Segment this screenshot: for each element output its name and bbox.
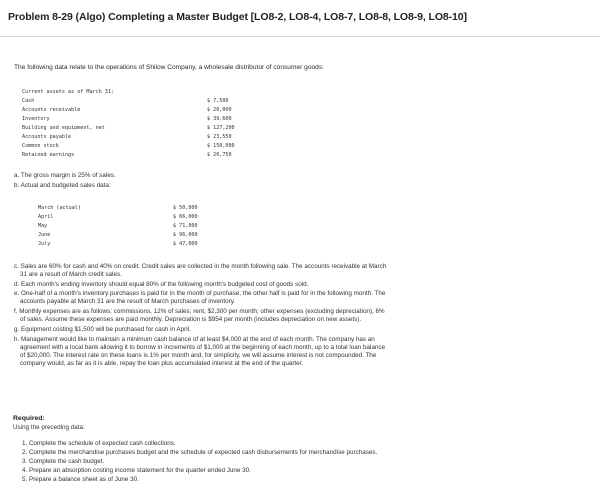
sales-value: $ 47,000: [173, 241, 198, 247]
sales-row-july: [38, 241, 238, 249]
asset-label: Common stock: [22, 143, 59, 149]
sales-value: $ 71,000: [173, 223, 198, 229]
asset-label: Building and equipment, net: [22, 125, 105, 131]
sales-row-may: [38, 223, 238, 231]
point-h-line-1: h. Management would like to maintain a minimum cash balance of at least $4,000 at the end of each month. The company has an: [14, 336, 375, 343]
asset-value: $ 20,000: [207, 107, 232, 113]
required-item-5: 5. Prepare a balance sheet as of June 30.: [22, 476, 139, 483]
point-f-line-1: f. Monthly expenses are as follows: commissions, 12% of sales; rent, $2,300 per month; other expenses (excluding depreciation), 6%: [14, 308, 385, 315]
required-item-3: 3. Complete the cash budget.: [22, 458, 105, 465]
asset-row-retained-earnings: [22, 152, 282, 160]
point-e-line-1: e. One-half of a month's inventory purchases is paid for in the month of purchase; the other half is paid for in the following month. The: [14, 290, 386, 297]
page-title: Problem 8-29 (Algo) Completing a Master Budget [LO8-2, LO8-4, LO8-7, LO8-8, LO8-9, LO8-10]: [8, 11, 467, 23]
sales-row-march: [38, 205, 238, 213]
point-g-equipment: g. Equipment costing $1,500 will be purchased for cash in April.: [14, 326, 191, 333]
point-a-gross-margin: a. The gross margin is 25% of sales.: [14, 172, 116, 179]
sales-label: May: [38, 223, 48, 229]
current-assets-heading: Current assets as of March 31:: [22, 89, 115, 95]
asset-row-common-stock: [22, 143, 282, 151]
asset-value: $ 20,750: [207, 152, 232, 158]
asset-value: $ 39,600: [207, 116, 232, 122]
point-h-line-2: agreement with a local bank allowing it to borrow in increments of $1,000 at the beginning of each month, up to a total loan balance: [20, 344, 386, 351]
asset-label: Accounts receivable: [22, 107, 81, 113]
sales-row-june: [38, 232, 238, 240]
asset-value: $ 7,500: [207, 98, 229, 104]
required-intro: Using the preceding data:: [13, 424, 85, 431]
point-c-line-2: 31 are a result of March credit sales.: [20, 271, 122, 278]
sales-label: April: [38, 214, 54, 220]
asset-value: $ 150,000: [207, 143, 235, 149]
point-h-line-3: of $20,000. The interest rate on these loans is 1% per month and, for simplicity, we will assume interest is not compounded. The: [20, 352, 377, 359]
asset-row-building-equipment: [22, 125, 282, 133]
sales-value: $ 50,000: [173, 205, 198, 211]
point-c-line-1: c. Sales are 60% for cash and 40% on credit. Credit sales are collected in the month following sale. The accounts receivable at March: [14, 263, 387, 270]
asset-label: Inventory: [22, 116, 50, 122]
asset-row-cash: [22, 98, 282, 106]
sales-label: March (actual): [38, 205, 81, 211]
required-item-4: 4. Prepare an absorption costing income statement for the quarter ended June 30.: [22, 467, 251, 474]
point-b-sales-data: b. Actual and budgeted sales data:: [14, 182, 111, 189]
point-f-line-2: of sales. Assume these expenses are paid monthly. Depreciation is $954 per month (includes depreciation on new assets).: [20, 316, 362, 323]
asset-value: $ 127,200: [207, 125, 235, 131]
sales-value: $ 66,000: [173, 214, 198, 220]
sales-label: June: [38, 232, 51, 238]
required-item-2: 2. Complete the merchandise purchases budget and the schedule of expected cash disbursements for merchandise purchases.: [22, 449, 378, 456]
asset-row-inventory: [22, 116, 282, 124]
asset-label: Accounts payable: [22, 134, 72, 140]
asset-row-accounts-payable: [22, 134, 282, 142]
sales-label: July: [38, 241, 51, 247]
point-h-line-4: company would, as far as it is able, repay the loan plus accumulated interest at the end of the quarter.: [20, 360, 304, 367]
point-d-ending-inventory: d. Each month's ending inventory should equal 80% of the following month's budgeted cost of goods sold.: [14, 281, 309, 288]
sales-row-april: [38, 214, 238, 222]
title-divider: [0, 36, 600, 37]
required-item-1: 1. Complete the schedule of expected cash collections.: [22, 440, 176, 447]
sales-value: $ 96,000: [173, 232, 198, 238]
asset-value: $ 23,550: [207, 134, 232, 140]
point-e-line-2: accounts payable at March 31 are the result of March purchases of inventory.: [20, 298, 236, 305]
intro-text: The following data relate to the operations of Shilow Company, a wholesale distributor of consumer goods:: [14, 64, 324, 71]
required-heading: Required:: [13, 415, 45, 422]
asset-label: Cash: [22, 98, 35, 104]
asset-label: Retained earnings: [22, 152, 75, 158]
asset-row-accounts-receivable: [22, 107, 282, 115]
